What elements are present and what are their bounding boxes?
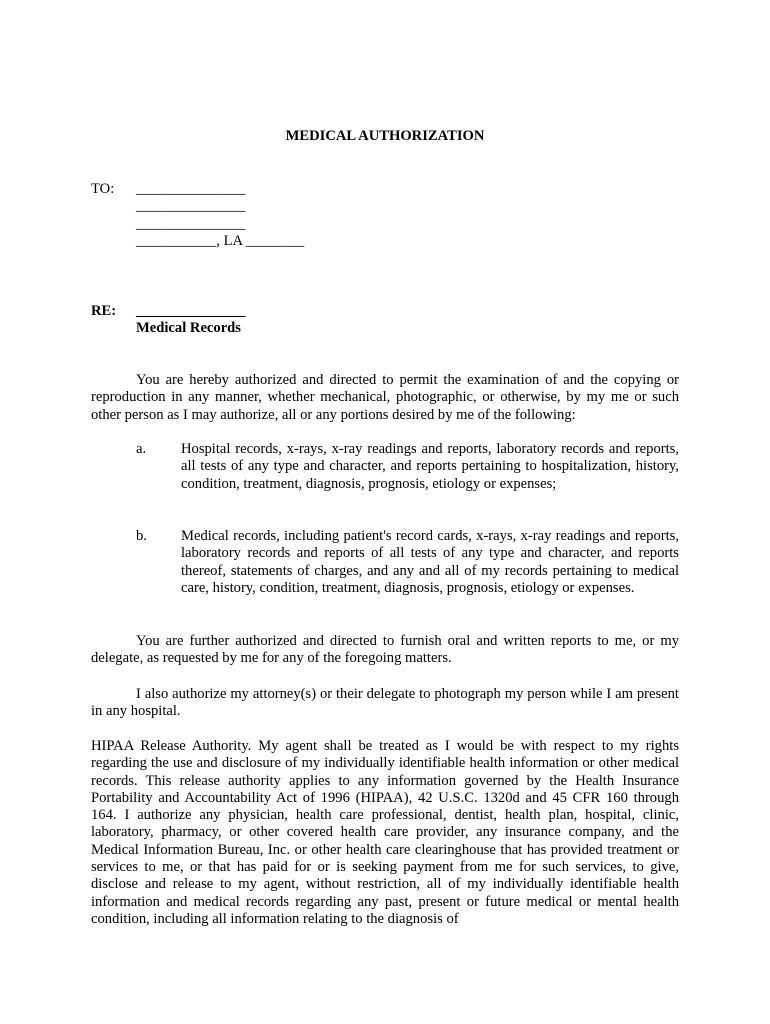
- further-authorization-text: You are further authorized and directed to furnish oral and written reports to me, or my delegate, as requested by me for any of the foregoing matters.: [91, 633, 679, 667]
- list-item-text: Medical records, including patient's record cards, x-rays, x-ray readings and reports, laboratory records and reports of all tests of any type and character, and reports thereof, statements of charges, and any and all of my records pertaining to medical care, history, condition, treatment, diagnosis, prognosis, etiology or expenses.: [181, 528, 679, 596]
- to-address-line: _______________: [136, 215, 246, 232]
- further-authorization-paragraph: [91, 633, 679, 668]
- list-item: [91, 441, 679, 511]
- to-city-state-line: ___________, LA ________: [136, 233, 305, 250]
- list-item-marker: a.: [136, 441, 147, 457]
- re-subject: Medical Records: [136, 320, 241, 337]
- list-item-text: Hospital records, x-rays, x-ray readings and reports, laboratory records and reports, all tests of any type and character, and reports pertaining to hospitalization, history, condition, treatment, diagnosis, prognosis, etiology or expenses;: [181, 441, 679, 492]
- to-address-line: _______________: [136, 198, 246, 215]
- intro-paragraph-text: You are hereby authorized and directed to permit the examination of and the copying or reproduction in any manner, whether mechanical, photographic, or otherwise, by my me or such other person as I may authorize, all or any portions desired by me of the following:: [91, 372, 679, 423]
- photograph-authorization-text: I also authorize my attorney(s) or their delegate to photograph my person while I am present in any hospital.: [91, 686, 679, 720]
- to-label: TO:: [91, 181, 115, 197]
- list-item-marker: b.: [136, 528, 147, 544]
- photograph-authorization-paragraph: [91, 686, 679, 721]
- re-label: RE:: [91, 303, 117, 319]
- re-blank-line: _______________: [136, 303, 246, 319]
- to-address-block: [136, 181, 304, 251]
- to-address-line: _______________: [136, 181, 246, 197]
- document-title: MEDICAL AUTHORIZATION: [285, 128, 485, 144]
- re-block: [136, 303, 245, 338]
- list-item: [91, 528, 679, 615]
- intro-paragraph: [91, 372, 679, 424]
- hipaa-release-paragraph: HIPAA Release Authority. My agent shall be treated as I would be with respect to my rights regarding the use and disclosure of my individually identifiable health information or other medical records. This release authority applies to any information governed by the Health Insurance Portability and Accountability Act of 1996 (HIPAA), 42 U.S.C. 1320d and 45 CFR 160 through 164. I authorize any physician, health care professional, dentist, health plan, hospital, clinic, laboratory, pharmacy, or other covered health care provider, any insurance company, and the Medical Information Bureau, Inc. or other health care clearinghouse that has provided treatment or services to me, or that has paid for or is seeking payment from me for such services, to give, disclose and release to my agent, without restriction, all of my individually identifiable health information and medical records regarding any past, present or future medical or mental health condition, including all information relating to the diagnosis of: [91, 738, 679, 927]
